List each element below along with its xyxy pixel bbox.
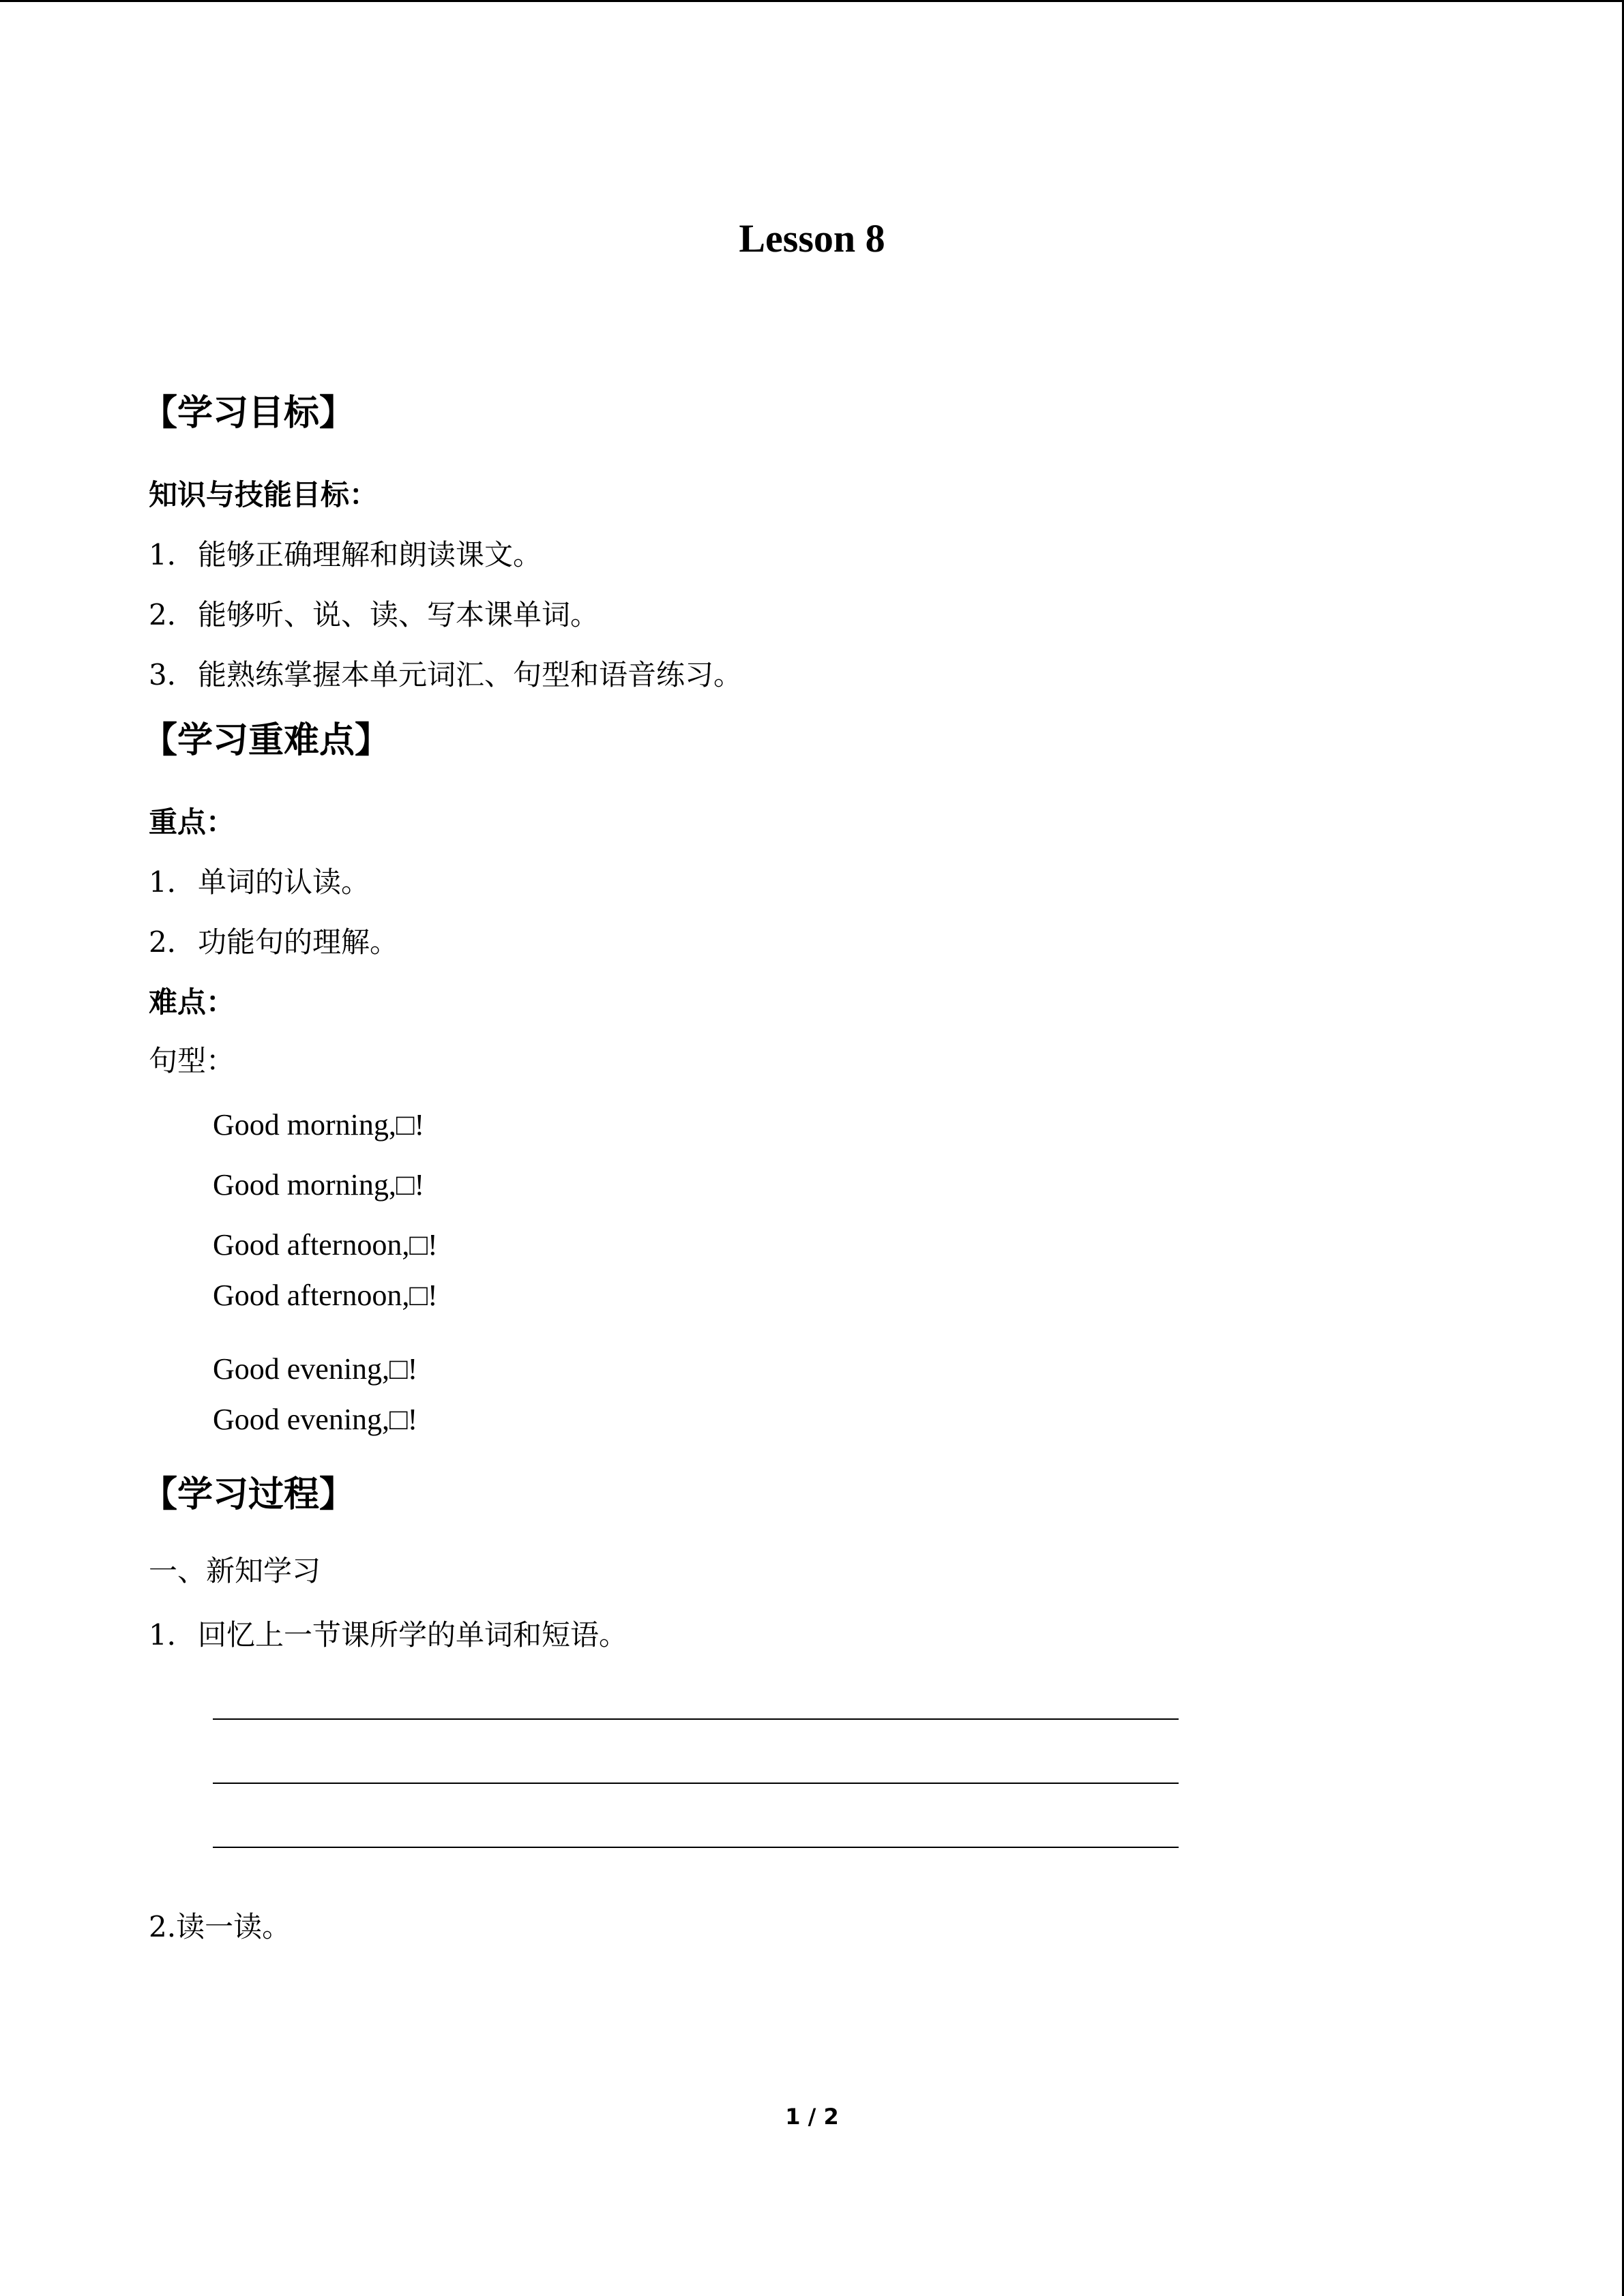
answer-line[interactable]	[213, 1847, 1179, 1848]
answer-line[interactable]	[213, 1718, 1179, 1720]
list-item	[149, 862, 370, 903]
list-item-text: 功能句的理解。	[198, 925, 399, 959]
page-border-top	[0, 0, 1624, 2]
task-number: 1．	[149, 1618, 196, 1652]
list-item-text: 能够听、说、读、写本课单词。	[198, 598, 600, 631]
list-item	[149, 922, 398, 963]
list-item-number: 1．	[149, 538, 196, 571]
list-item-number: 2．	[149, 598, 196, 631]
list-item-number: 3．	[149, 658, 196, 691]
section-heading-objectives: 【学习目标】	[142, 393, 355, 434]
sentence-pattern: Good afternoon,□!	[213, 1228, 438, 1262]
subheading-key: 重点：	[149, 805, 235, 839]
sentence-pattern: Good evening,□!	[213, 1352, 418, 1386]
task-text: 回忆上一节课所学的单词和短语。	[198, 1618, 628, 1652]
subheading-knowledge-skills: 知识与技能目标：	[149, 478, 379, 511]
list-item-number: 2．	[149, 925, 196, 959]
list-item-number: 1．	[149, 865, 196, 899]
section-heading-key-points: 【学习重难点】	[142, 720, 391, 761]
sentence-pattern: Good morning,□!	[213, 1108, 425, 1142]
pattern-label: 句型：	[149, 1044, 235, 1077]
task-item	[149, 1615, 628, 1656]
subheading-difficult: 难点：	[149, 985, 235, 1019]
list-item-text: 单词的认读。	[198, 865, 370, 899]
page-indicator: 1 / 2	[785, 2104, 839, 2130]
answer-line[interactable]	[213, 1783, 1179, 1784]
list-item	[149, 655, 742, 696]
sentence-pattern: Good evening,□!	[213, 1403, 418, 1436]
list-item	[149, 535, 542, 576]
sentence-pattern: Good afternoon,□!	[213, 1279, 438, 1312]
list-item-text: 能够正确理解和朗读课文。	[198, 538, 542, 571]
part-title: 一、新知学习	[149, 1554, 321, 1587]
list-item-text: 能熟练掌握本单元词汇、句型和语音练习。	[198, 658, 743, 691]
page-title: Lesson 8	[739, 216, 885, 260]
list-item	[149, 595, 599, 636]
task-item: 2.读一读。	[149, 1910, 291, 1943]
section-heading-process: 【学习过程】	[142, 1474, 355, 1515]
sentence-pattern: Good morning,□!	[213, 1168, 425, 1202]
